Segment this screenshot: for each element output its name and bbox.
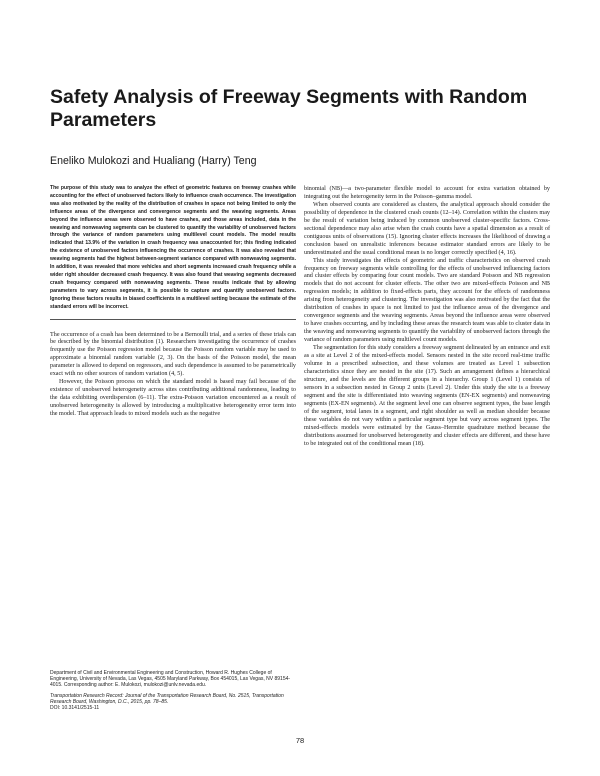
body-paragraph: binomial (NB)—a two-parameter flexible model to account for extra variation obtained by integrating out the heterogeneity term in the Poisson–gamma model. [304, 186, 550, 200]
footnote-affiliation: Department of Civil and Environmental Engineering and Construction, Howard R. Hughes College of Engineering, University of Nevada, Las Vegas, 4505 Maryland Parkway, Box 454015, Las Vegas, NV 89154-4015. Corresponding author: E. Mulokozi, mulokozi@unlv.nevada.edu. [50, 670, 291, 689]
body-paragraph: When observed counts are considered as clusters, the analytical approach should consider the possibility of dependence in the clustered crash counts (12–14). Correlation within the clusters may be the result of variation being induced by common unobserved cluster-specific factors. Cross-sectional dependence may also arise when the crash counts have a spatial dimension as a result of contiguous units of observations (15). Ignoring cluster effects increases the likelihood of drawing a conclusion based on unrealistic inferences because estimator standard errors are likely to be underestimated and the usual conditional mean is no longer correctly specified (4, 16). [304, 201, 550, 256]
abstract-divider [50, 319, 296, 320]
footnote-doi: DOI: 10.3141/2515-11 [50, 705, 100, 712]
right-column [304, 186, 550, 448]
page-number: 78 [295, 736, 305, 745]
paper-title: Safety Analysis of Freeway Segments with Random Parameters [50, 86, 528, 131]
body-paragraph: This study investigates the effects of geometric and traffic characteristics on observed crash frequency on freeway segments while controlling for the effects of unobserved influencing factors and cluster effects by comparing four count models. Two are standard Poisson and NB regression models that do not account for cluster effects. The other two are mixed-effects Poisson and NB regression models; in addition to fixed-effects parts, they account for the effects of randomness arising from heterogeneity and clustering. The investigation was also motivated by the fact that the distribution of crashes in space is not limited to just the influence areas of the divergence and convergence segments and the weaving segments. Areas beyond the influence areas were observed to have crashes occurring, and by including these areas the research team was able to cluster data in the weaving and nonweaving segments to quantify the variability of unobserved factors through the variance of random parameters using multilevel count models. [304, 257, 550, 344]
body-paragraph: The segmentation for this study considers a freeway segment delineated by an entrance and exit as a site at Level 2 of the mixed-effects model. Sensors nested in the site record real-time traffic volume in a prescribed subsection, and these volumes are treated as Level 1 subsection characteristics since they are nested in the site (17). Such an arrangement defines a hierarchical structure, and the levels are the different groups in a hierarchy. Group 1 (Level 1) consists of sensors in a subsection nested in Group 2 units (Level 2). Under this study the site is a freeway segment and the site is differentiated into weaving segments (EN-EX segments) and nonweaving segments (EX-EN segments). At the segment level one can observe segment types, the base length of the segment, total lanes in a segment, and right shoulder as well as median shoulder because these variables do not vary within a particular segment type but vary across segment types. The mixed-effects models were estimated by the Gauss–Hermite quadrature method because the distributions assumed for unobserved heterogeneity and cluster effects are different, and these have to be integrated out of the conditional mean (18). [304, 345, 550, 447]
body-paragraph: However, the Poisson process on which the standard model is based may fail because of the existence of unobserved heterogeneity across sites contributing additional randomness, leading to the data exhibiting overdispersion (6–11). The extra-Poisson variation encountered as a result of unobserved heterogeneity is allowed by introducing a multiplicative heterogeneity error term into the model. That approach leads to mixed models such as the negative [50, 379, 296, 418]
footnotes [50, 670, 296, 715]
author-list: Eneliko Mulokozi and Hualiang (Harry) Teng [50, 155, 257, 167]
body-paragraph: The occurrence of a crash has been determined to be a Bernoulli trial, and a series of these trials can be described by the binomial distribution (1). Researchers investigating the occurrence of crashes frequently use the Poisson regression model because the Poisson random variable may be used to approximate a binomial random variable (2, 3). On the basis of the Poisson model, the mean parameter is allowed to depend on regressors, and such dependence is assumed to be parametrically exact with no other sources of random variation (4, 5). [50, 331, 296, 378]
footnote-citation: Transportation Research Record: Journal of the Transportation Research Board, No. 2515, Transportation Research Board, Washington, D.C., 2015, pp. 78–85. [50, 692, 284, 705]
left-column [50, 185, 296, 419]
abstract: The purpose of this study was to analyze the effect of geometric features on freeway crashes while accounting for the effect of unobserved factors likely to influence crash occurrence. The investigation was also motivated by the reality of the distribution of crashes in space not being limited to only the influence areas of the divergence and convergence segments and the weaving segments. Areas beyond the influence areas were observed to have crashes, and those areas included, data in the weaving and nonweaving segments can be clustered to quantify the variability of unobserved factors through the variance of random parameters using multilevel count models. The model results indicated that 13.9% of the variation in crash frequency was unaccounted for; this finding indicated the existence of unobserved factors influencing the occurrence of crashes. It was also revealed that weaving segments had the highest between-segment variance compared with nonweaving segments. In addition, it was revealed that more vehicles and short segments increased crash frequency while a wider right shoulder decreased crash frequency. It was also found that weaving segments decreased crash frequency compared with nonweaving segments. These results indicate that by allowing parameters to vary across segments, it is possible to capture and quantify unobserved factors. Ignoring these factors results in biased coefficients in a multilevel setting because the estimate of the standard errors will be incorrect. [50, 185, 296, 310]
